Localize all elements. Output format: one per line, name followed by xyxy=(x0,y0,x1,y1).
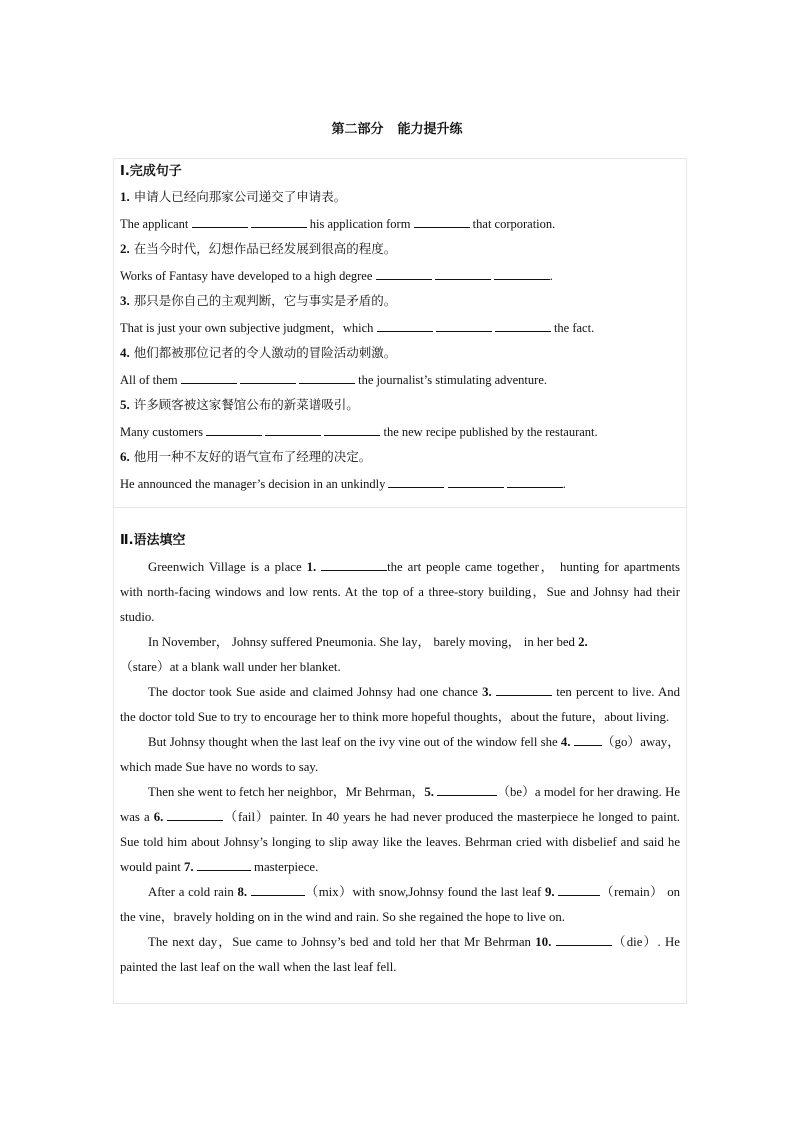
blank[interactable] xyxy=(240,371,296,384)
blank[interactable] xyxy=(495,319,551,332)
blank[interactable] xyxy=(376,267,432,280)
passage-paragraph-5: Then she went to fetch her neighbor，Mr Behrman，5. （be）a model for her drawing. He was a 6. （fail）painter. In 40 years he had never produced the masterpiece he longed to paint. Sue told him about Johnsy’s longing to slip away like the leaves. Behrman cried with disbelief and said he would paint 7. masterpiece. xyxy=(120,785,680,874)
question-3-english: That is just your own subjective judgment，which the fact. xyxy=(120,321,595,335)
blank[interactable] xyxy=(494,267,550,280)
blank[interactable] xyxy=(556,933,612,946)
blank[interactable] xyxy=(448,475,504,488)
blank[interactable] xyxy=(496,683,552,696)
question-4-chinese: 4. 他们都被那位记者的令人激动的冒险活动刺激。 xyxy=(120,345,397,360)
blank[interactable] xyxy=(377,319,433,332)
blank[interactable] xyxy=(299,371,355,384)
blank[interactable] xyxy=(321,558,387,571)
blank[interactable] xyxy=(507,475,563,488)
title-name: 能力提升练 xyxy=(397,122,463,137)
question-2-chinese: 2. 在当今时代，幻想作品已经发展到很高的程度。 xyxy=(120,241,397,256)
blank[interactable] xyxy=(574,733,602,746)
blank[interactable] xyxy=(251,883,305,896)
page-title xyxy=(0,118,794,137)
section-grammar-fill xyxy=(113,508,687,1004)
question-5-chinese: 5. 许多顾客被这家餐馆公布的新菜谱吸引。 xyxy=(120,397,359,412)
passage-paragraph-6: After a cold rain 8. （mix）with snow,Johnsy found the last leaf 9. （remain） on the vine，bravely holding on in the wind and rain. So she regained the hope to live on. xyxy=(120,885,681,924)
blank[interactable] xyxy=(324,423,380,436)
blank[interactable] xyxy=(414,215,470,228)
question-3-chinese: 3. 那只是你自己的主观判断，它与事实是矛盾的。 xyxy=(120,293,397,308)
blank[interactable] xyxy=(197,858,251,871)
blank[interactable] xyxy=(558,883,600,896)
section-sentence-completion xyxy=(113,158,687,508)
title-part: 第二部分 xyxy=(331,122,384,137)
blank[interactable] xyxy=(265,423,321,436)
question-1-english: The applicant his application form that corporation. xyxy=(120,217,556,231)
passage-paragraph-7: The next day，Sue came to Johnsy’s bed and told her that Mr Behrman 10. （die）. He painted the last leaf on the wall when the last leaf fell. xyxy=(120,935,680,974)
passage-paragraph-1: Greenwich Village is a place 1. the art people came together， hunting for apartments with north-facing windows and low rents. At the top of a three-story building，Sue and Johnsy had their studio. xyxy=(120,560,680,624)
blank[interactable] xyxy=(192,215,248,228)
blank[interactable] xyxy=(436,319,492,332)
blank[interactable] xyxy=(437,783,497,796)
question-4-english: All of them the journalist’s stimulating adventure. xyxy=(120,373,547,387)
passage-paragraph-4: But Johnsy thought when the last leaf on the ivy vine out of the window fell she 4. （go）away，which made Sue have no words to say. xyxy=(120,735,680,774)
passage-paragraph-2: In November， Johnsy suffered Pneumonia. She lay， barely moving， in her bed 2. （stare）at a blank wall under her blanket. xyxy=(120,635,588,674)
question-6-chinese: 6. 他用一种不友好的语气宣布了经理的决定。 xyxy=(120,449,372,464)
blank[interactable] xyxy=(167,808,223,821)
question-6-english: He announced the manager’s decision in an unkindly . xyxy=(120,477,566,491)
blank[interactable] xyxy=(251,215,307,228)
question-1-chinese: 1. 申请人已经向那家公司递交了申请表。 xyxy=(120,189,347,204)
blank[interactable] xyxy=(206,423,262,436)
blank[interactable] xyxy=(181,371,237,384)
question-5-english: Many customers the new recipe published by the restaurant. xyxy=(120,425,598,439)
section2-heading: Ⅱ.语法填空 xyxy=(120,533,186,548)
blank[interactable] xyxy=(388,475,444,488)
section1-heading: Ⅰ.完成句子 xyxy=(120,164,182,179)
question-2-english: Works of Fantasy have developed to a high degree . xyxy=(120,269,553,283)
passage-paragraph-3: The doctor took Sue aside and claimed Johnsy had one chance 3. ten percent to live. And the doctor told Sue to try to encourage her to think more hopeful thoughts，about the future，about living. xyxy=(120,685,680,724)
blank[interactable] xyxy=(435,267,491,280)
